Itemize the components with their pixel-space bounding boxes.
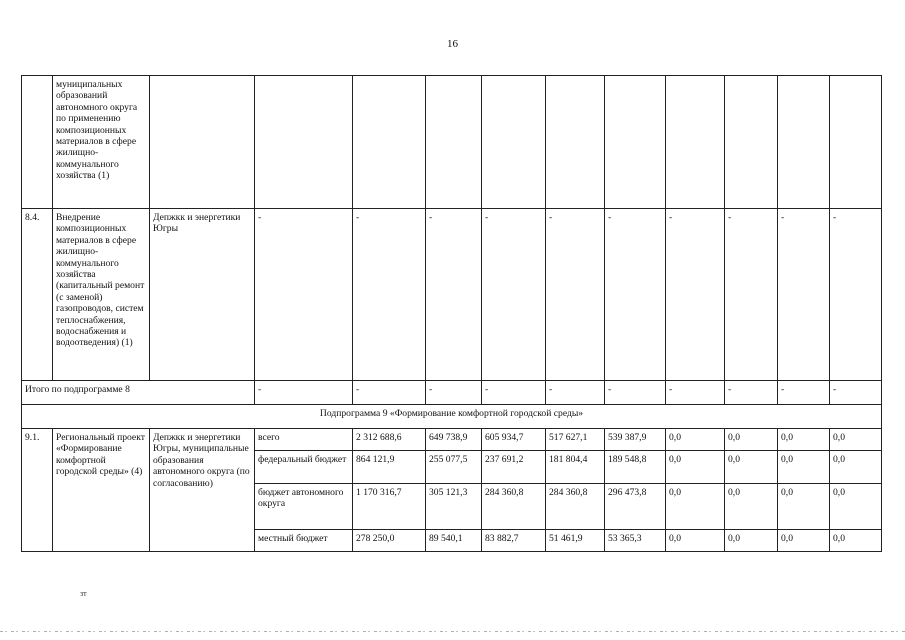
cell-num: 8.4. bbox=[22, 209, 53, 381]
cell-value: - bbox=[482, 381, 546, 405]
cell-value: 255 077,5 bbox=[426, 451, 482, 484]
cell-value: - bbox=[546, 209, 605, 381]
cell-value: 0,0 bbox=[666, 451, 725, 484]
cell-value: - bbox=[482, 209, 546, 381]
cell-value: - bbox=[605, 209, 666, 381]
cell-value: 284 360,8 bbox=[482, 484, 546, 530]
cell-value: 278 250,0 bbox=[353, 530, 426, 552]
cell-value: - bbox=[666, 209, 725, 381]
cell-source: федеральный бюджет bbox=[255, 451, 353, 484]
cell-value: - bbox=[725, 381, 778, 405]
table-row-9-1-total bbox=[22, 429, 882, 451]
footer-mark: зт bbox=[80, 589, 87, 598]
cell-value: 0,0 bbox=[725, 484, 778, 530]
cell-executor: Депжкк и энергетики Югры bbox=[150, 209, 255, 381]
cell-value: 0,0 bbox=[778, 530, 830, 552]
cell-value: - bbox=[546, 381, 605, 405]
cell-name: муниципальных образований автономного округа по применению композиционных материалов в сфере жилищно-коммунального хозяйства (1) bbox=[53, 76, 150, 209]
cell-value: 1 170 316,7 bbox=[353, 484, 426, 530]
cell-value: 649 738,9 bbox=[426, 429, 482, 451]
cell-total-label: Итого по подпрограмме 8 bbox=[22, 381, 255, 405]
cell-value: 0,0 bbox=[830, 530, 882, 552]
cell-executor: Депжкк и энергетики Югры, муниципальные образования автономного округа (по согласованию) bbox=[150, 429, 255, 552]
cell-value: 864 121,9 bbox=[353, 451, 426, 484]
cell-value: - bbox=[778, 381, 830, 405]
table-row-subprogram-9 bbox=[22, 405, 882, 429]
page-number: 16 bbox=[447, 38, 458, 50]
cell-value: 539 387,9 bbox=[605, 429, 666, 451]
budget-table bbox=[21, 75, 882, 552]
cell-value: - bbox=[426, 209, 482, 381]
cell-value: 0,0 bbox=[666, 484, 725, 530]
cell-value: 0,0 bbox=[830, 429, 882, 451]
cell-value: 0,0 bbox=[725, 429, 778, 451]
cell-value: 296 473,8 bbox=[605, 484, 666, 530]
cell-value: - bbox=[353, 381, 426, 405]
cell-value: - bbox=[353, 209, 426, 381]
table-row-total-8 bbox=[22, 381, 882, 405]
cell-value: 0,0 bbox=[725, 451, 778, 484]
cell-source: - bbox=[255, 381, 353, 405]
cell-value: 83 882,7 bbox=[482, 530, 546, 552]
cell-value: 2 312 688,6 bbox=[353, 429, 426, 451]
cell-value: 0,0 bbox=[830, 484, 882, 530]
cell-source: местный бюджет bbox=[255, 530, 353, 552]
cell-value: - bbox=[605, 381, 666, 405]
scan-edge-divider bbox=[0, 631, 905, 632]
cell-value: 305 121,3 bbox=[426, 484, 482, 530]
cell-value: 605 934,7 bbox=[482, 429, 546, 451]
cell-value: 51 461,9 bbox=[546, 530, 605, 552]
cell-value: - bbox=[725, 209, 778, 381]
cell-executor bbox=[150, 76, 255, 209]
cell-value: 189 548,8 bbox=[605, 451, 666, 484]
cell-value: 89 540,1 bbox=[426, 530, 482, 552]
cell-value: - bbox=[830, 381, 882, 405]
cell-value: 0,0 bbox=[830, 451, 882, 484]
cell-value: - bbox=[426, 381, 482, 405]
cell-value: 0,0 bbox=[778, 429, 830, 451]
cell-value: 53 365,3 bbox=[605, 530, 666, 552]
cell-value: 237 691,2 bbox=[482, 451, 546, 484]
cell-name: Внедрение композиционных материалов в сфере жилищно-коммунального хозяйства (капитальный ремонт (с заменой) газопроводов, систем теплоснабжения, водоснабжения и водоотведения) (1) bbox=[53, 209, 150, 381]
cell-value: 517 627,1 bbox=[546, 429, 605, 451]
table-row-8-4 bbox=[22, 209, 882, 381]
subprogram-title: Подпрограмма 9 «Формирование комфортной городской среды» bbox=[22, 405, 882, 429]
cell-value: 0,0 bbox=[778, 484, 830, 530]
cell-source: бюджет автономного округа bbox=[255, 484, 353, 530]
table-row-continuation bbox=[22, 76, 882, 209]
cell-num: 9.1. bbox=[22, 429, 53, 552]
cell-value: 0,0 bbox=[725, 530, 778, 552]
cell-value: 0,0 bbox=[778, 451, 830, 484]
cell-value: - bbox=[778, 209, 830, 381]
cell-value: - bbox=[666, 381, 725, 405]
cell-value: 284 360,8 bbox=[546, 484, 605, 530]
cell-source: - bbox=[255, 209, 353, 381]
cell-source: всего bbox=[255, 429, 353, 451]
cell-name: Региональный проект «Формирование комфортной городской среды» (4) bbox=[53, 429, 150, 552]
cell-value: - bbox=[830, 209, 882, 381]
cell-num bbox=[22, 76, 53, 209]
cell-source bbox=[255, 76, 353, 209]
cell-value: 181 804,4 bbox=[546, 451, 605, 484]
cell-value: 0,0 bbox=[666, 429, 725, 451]
cell-value: 0,0 bbox=[666, 530, 725, 552]
